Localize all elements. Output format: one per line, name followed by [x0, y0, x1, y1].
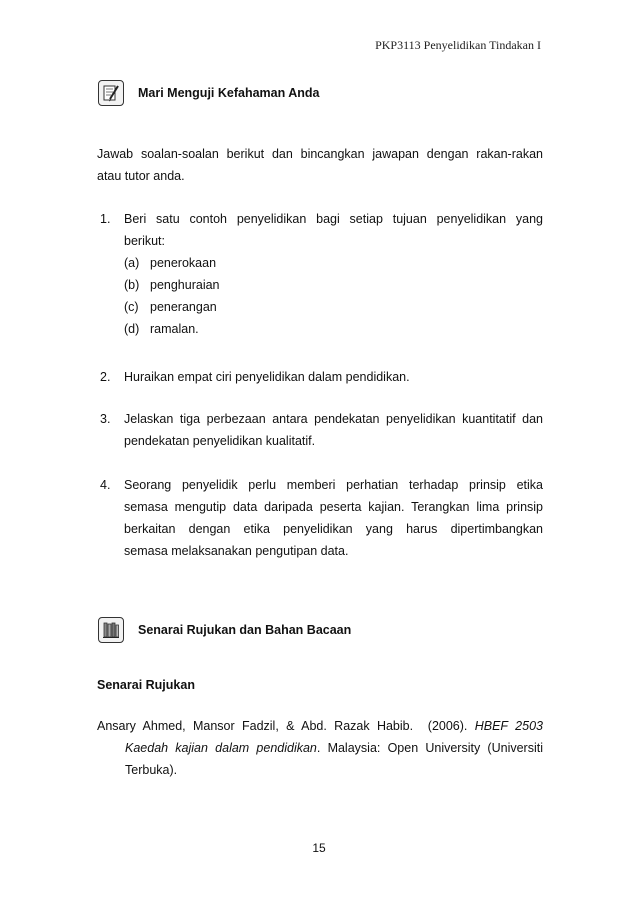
reference-line-2	[97, 737, 543, 759]
question-number: 1.	[100, 212, 111, 226]
sub-item-c	[124, 296, 543, 318]
question-3	[100, 408, 543, 452]
sub-item-label: (a)	[124, 256, 140, 270]
section-title: Senarai Rujukan dan Bahan Bacaan	[138, 623, 352, 637]
reference-line-1	[97, 715, 543, 737]
question-2	[100, 366, 543, 388]
question-1	[100, 208, 543, 340]
reference-title: Kaedah kajian dalam pendidikan	[125, 741, 317, 755]
sub-item-b	[124, 274, 543, 296]
reference-publisher: . Malaysia: Open University (Universiti	[316, 741, 543, 755]
reference-entry	[97, 715, 543, 781]
question-number: 4.	[100, 478, 111, 492]
question-text-line-1: Seorang penyelidik perlu memberi perhatian terhadap prinsip etika	[124, 478, 543, 492]
sub-item-a	[124, 252, 543, 274]
book-pencil-icon	[98, 80, 124, 106]
section-heading-references	[98, 617, 351, 643]
question-text-line-2: berikut:	[124, 234, 165, 248]
question-number: 3.	[100, 412, 111, 426]
sub-item-label: (c)	[124, 300, 139, 314]
reference-line-3: Terbuka).	[125, 763, 178, 777]
sub-item-text: penerokaan	[150, 256, 217, 270]
reference-year: (2006).	[427, 719, 468, 733]
question-number: 2.	[100, 370, 111, 384]
sub-item-label: (d)	[124, 322, 140, 336]
question-text-line-4: semasa melaksanakan pengutipan data.	[124, 544, 349, 558]
question-text-line-1: Beri satu contoh penyelidikan bagi setiap tujuan penyelidikan yang	[124, 212, 543, 226]
references-subheading: Senarai Rujukan	[97, 678, 195, 692]
books-icon	[98, 617, 124, 643]
question-text-line-2: pendekatan penyelidikan kualitatif.	[124, 434, 316, 448]
instructions-line-2: atau tutor anda.	[97, 169, 185, 183]
sub-item-label: (b)	[124, 278, 140, 292]
page-number: 15	[312, 841, 326, 855]
running-header: PKP3113 Penyelidikan Tindakan I	[375, 38, 541, 52]
reference-title-code: HBEF 2503	[474, 719, 543, 733]
question-text-line-1: Huraikan empat ciri penyelidikan dalam pendidikan.	[124, 370, 410, 384]
sub-item-text: penghuraian	[150, 278, 220, 292]
sub-item-text: ramalan.	[150, 322, 199, 336]
instructions-paragraph	[97, 143, 543, 187]
reference-authors: Ansary Ahmed, Mansor Fadzil, & Abd. Razak Habib.	[97, 719, 414, 733]
sub-item-text: penerangan	[150, 300, 217, 314]
section-title: Mari Menguji Kefahaman Anda	[138, 86, 320, 100]
question-text-line-3: berkaitan dengan etika penyelidikan yang harus dipertimbangkan	[124, 522, 543, 536]
question-text-line-2: semasa mengutip data daripada peserta kajian. Terangkan lima prinsip	[124, 500, 543, 514]
instructions-line-1: Jawab soalan-soalan berikut dan bincangkan jawapan dengan rakan-rakan	[97, 147, 543, 161]
sub-item-d	[124, 318, 543, 340]
section-heading-self-test	[98, 80, 320, 106]
question-text-line-1: Jelaskan tiga perbezaan antara pendekatan penyelidikan kuantitatif dan	[124, 412, 543, 426]
question-4	[100, 474, 543, 562]
